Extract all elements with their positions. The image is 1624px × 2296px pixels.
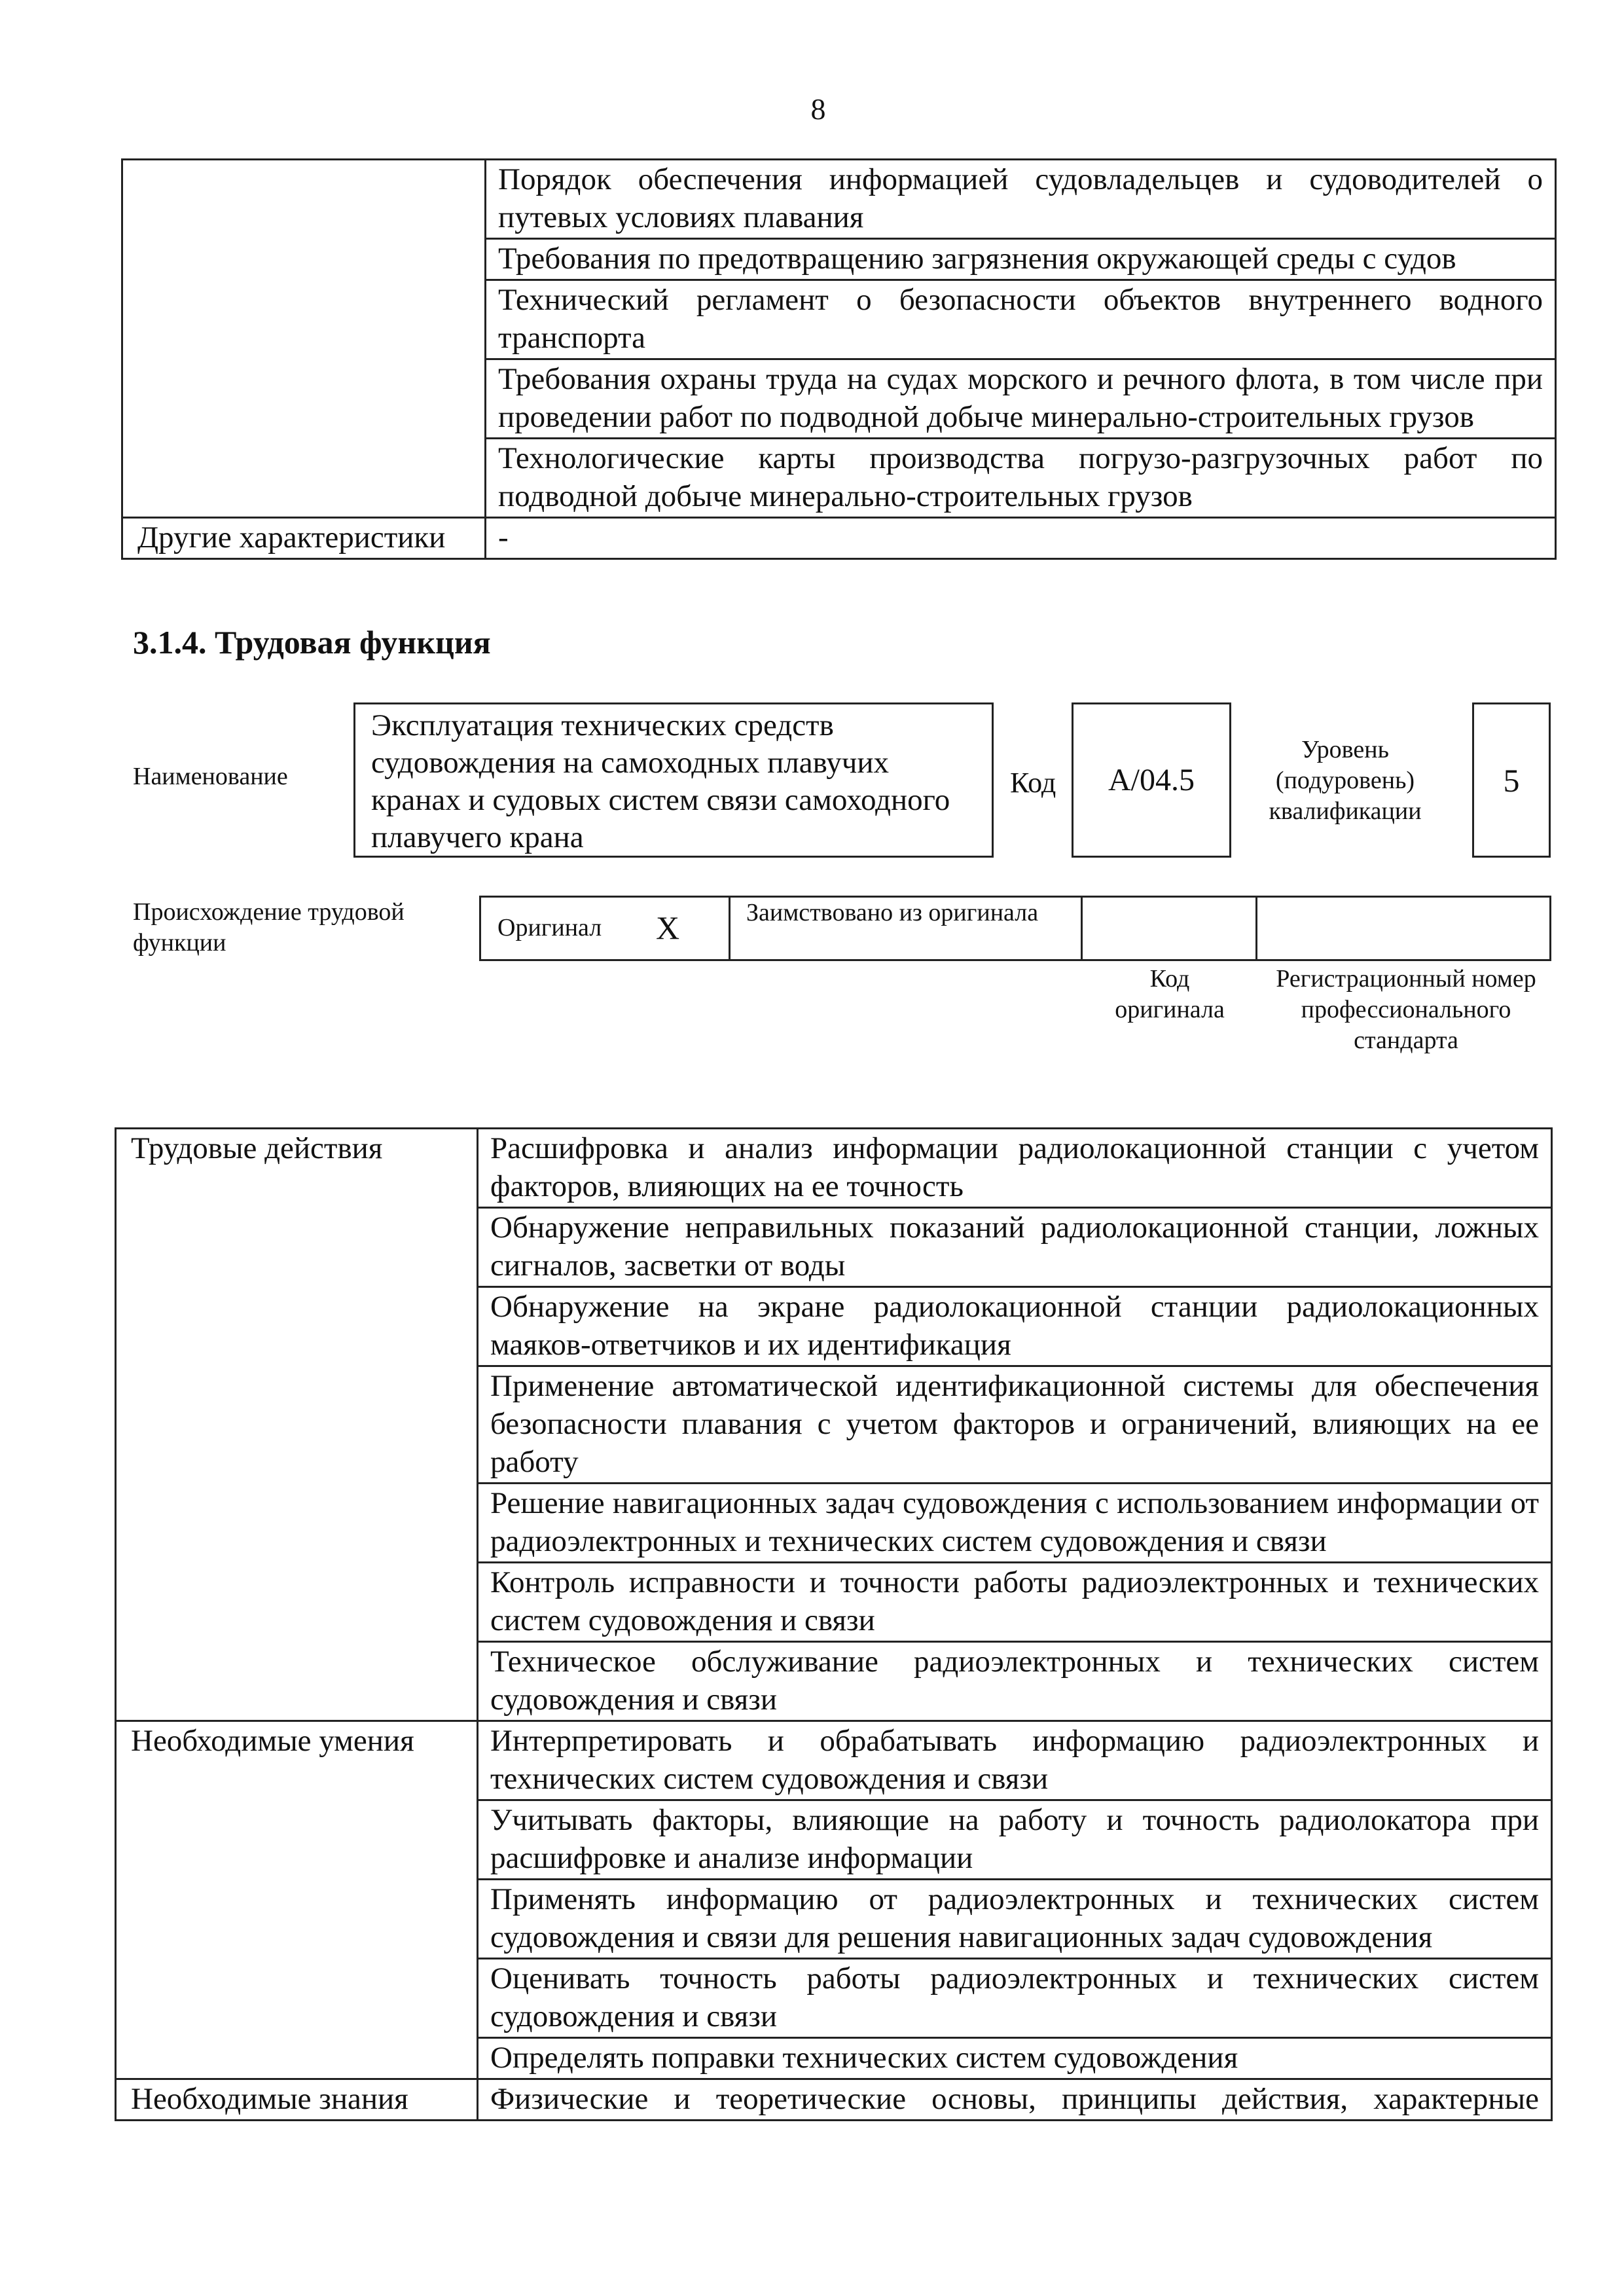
knowledge-label: Необходимые знания [116,2079,478,2121]
function-name-box [353,702,994,858]
action-row: Техническое обслуживание радиоэлектронных и технических систем судовождения и связи [478,1642,1552,1721]
top-table-row: Требования по предотвращению загрязнения окружающей среды с судов [486,239,1556,280]
top-table-row: Порядок обеспечения информацией судовладельцев и судоводителей о путевых условиях плавания [486,160,1556,239]
knowledge-row: Физические и теоретические основы, принципы действия, характерные [478,2079,1552,2121]
top-table [121,158,1557,560]
top-table-row: Требования охраны труда на судах морского и речного флота, в том числе при проведении работ по подводной добыче минерально-строительных грузов [486,359,1556,439]
level-box [1472,702,1551,858]
action-row: Решение навигационных задач судовождения с использованием информации от радиоэлектронных и технических систем судовождения и связи [478,1484,1552,1563]
action-row: Обнаружение неправильных показаний радиолокационной станции, ложных сигналов, засветки от воды [478,1208,1552,1287]
skill-row: Оценивать точность работы радиоэлектронных и технических систем судовождения и связи [478,1959,1552,2038]
code-box [1072,702,1231,858]
borrowed-label: Заимствовано из оригинала [746,899,1039,926]
function-name-value: Эксплуатация технических средств судовождения на самоходных плавучих кранах и судовых систем связи самоходного плавучего крана [371,708,950,854]
action-row: Расшифровка и анализ информации радиолокационной станции с учетом факторов, влияющих на ее точность [478,1129,1552,1208]
skill-row: Учитывать факторы, влияющие на работу и точность радиолокатора при расшифровке и анализе информации [478,1800,1552,1880]
code-value: A/04.5 [1108,763,1195,797]
name-label: Наименование [133,763,288,790]
top-table-empty-cell [122,160,486,518]
level-label: Уровень (подуровень) квалификации [1269,736,1422,825]
skills-label: Необходимые умения [116,1721,478,2079]
skill-row: Применять информацию от радиоэлектронных и технических систем судовождения и связи для решения навигационных задач судовождения [478,1880,1552,1959]
other-characteristics-value: - [486,518,1556,559]
code-label: Код [1010,767,1056,799]
actions-label: Трудовые действия [116,1129,478,1721]
top-table-row: Технологические карты производства погрузо-разгрузочных работ по подводной добыче минерально-строительных грузов [486,439,1556,518]
page-number: 8 [810,92,826,126]
origin-divider-1 [729,896,731,961]
action-row: Контроль исправности и точности работы радиоэлектронных и технических систем судовождения и связи [478,1563,1552,1642]
action-row: Применение автоматической идентификационной системы для обеспечения безопасности плавания с учетом факторов и ограничений, влияющих на ее работу [478,1366,1552,1484]
action-row: Обнаружение на экране радиолокационной станции радиолокационных маяков-ответчиков и их идентификация [478,1287,1552,1366]
section-title: 3.1.4. Трудовая функция [133,624,491,661]
origin-divider-2 [1081,896,1083,961]
skill-row: Определять поправки технических систем судовождения [478,2038,1552,2079]
other-characteristics-label: Другие характеристики [122,518,486,559]
original-label: Оригинал [497,914,602,941]
skill-row: Интерпретировать и обрабатывать информацию радиоэлектронных и технических систем судовождения и связи [478,1721,1552,1800]
reg-number-caption: Регистрационный номер профессионального стандарта [1276,965,1536,1054]
top-table-row: Технический регламент о безопасности объектов внутреннего водного транспорта [486,280,1556,359]
origin-divider-3 [1255,896,1257,961]
main-table [115,1127,1553,2121]
origin-label: Происхождение трудовой функции [133,898,405,957]
original-mark: X [656,909,680,946]
level-value: 5 [1503,761,1520,799]
code-original-caption: Код оригинала [1115,965,1225,1023]
